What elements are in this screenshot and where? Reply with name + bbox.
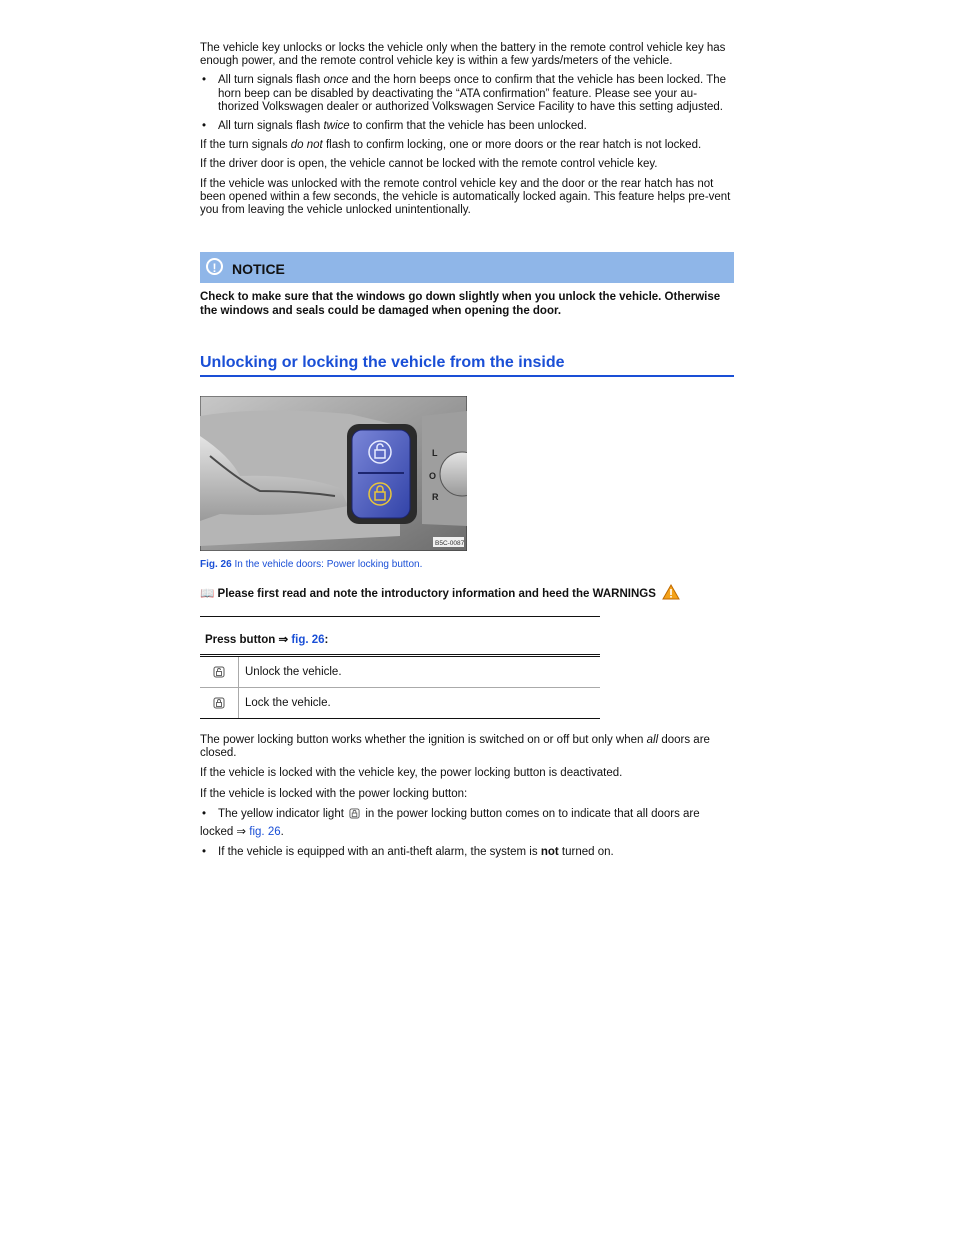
bullet-dot: • [202,846,207,859]
table-header: Press button ⇒ fig. 26: [200,617,600,657]
figure-code: B5C-0087 [435,540,465,547]
bullet-unlocked: • All turn signals flash twice to confirm that the vehicle has been unlocked. [202,120,587,133]
svg-text:O: O [429,471,437,481]
svg-text:R: R [432,492,439,502]
fig-link[interactable]: fig. 26 [249,826,281,839]
lock-icon [200,688,239,718]
bullet-anti-theft: • If the vehicle is equipped with an anti-theft alarm, the system is not turned on. [202,846,614,859]
notice-banner [200,252,734,283]
bullet-locked: • All turn signals flash once and the horn beeps once to confirm that the vehicle has been locked. The horn beep can be disabled by deactivating the “ATA confirmation” feature. Please see your au-thorized Volkswagen dealer or authorized Volkswagen Service Facility to have this setting adjusted. [202,74,727,113]
press-button-table [200,616,600,719]
bullet-dot: • [202,807,207,820]
power-locking-button-figure [200,396,467,551]
para-locked-with-button: If the vehicle is locked with the power locking button: [200,787,468,800]
book-icon: 📖 [200,588,215,600]
para-auto-lock: If the vehicle was unlocked with the remote control vehicle key and the door or the rear hatch has not been opened within a few seconds, the vehicle is automatically locked again. This feature helps pre-vent you from leaving the vehicle unlocked unintentionally. [200,177,731,217]
bullet-indicator-light: • The yellow indicator light in the power locking button comes on to indicate that all doors are [202,807,700,820]
lower-text-block [200,734,736,865]
notice-title: NOTICE [232,261,285,277]
para-driver-door: If the driver door is open, the vehicle cannot be locked with the remote control vehicle key. [200,158,658,171]
intro-paragraph: The vehicle key unlocks or locks the vehicle only when the battery in the remote control vehicle key has enough power, and the remote control vehicle key is within a few yards/meters of the vehicle. [200,42,726,68]
figure-caption: Fig. 26 In the vehicle doors: Power locking button. [200,559,423,570]
section-heading: Unlocking or locking the vehicle from the inside [200,354,734,377]
intro-text-block [200,42,736,223]
para-not-flash: If the turn signals do not flash to confirm locking, one or more doors or the rear hatch is not locked. [200,139,702,152]
svg-text:L: L [432,448,438,458]
table-row [200,657,600,688]
bullet-continuation: locked ⇒ fig. 26. [200,826,284,839]
table-cell: Lock the vehicle. [245,697,331,709]
table-cell: Unlock the vehicle. [245,666,342,678]
notice-text: Check to make sure that the windows go down slightly when you unlock the vehicle. Otherwise the windows and seals could be damaged when opening the door. [200,291,721,317]
intro-line: 📖 Please first read and note the introductory information and heed the WARNINGS [200,584,680,600]
fig-link[interactable]: fig. 26 [291,634,325,646]
para-deactivated: If the vehicle is locked with the vehicle key, the power locking button is deactivated. [200,767,623,780]
unlock-icon [200,657,239,687]
bullet-dot: • [202,120,207,133]
para-power-button: The power locking button works whether the ignition is switched on or off but only when all doors are closed. [200,734,710,760]
exclamation-icon: ! [206,258,223,275]
warning-triangle-icon [662,584,680,600]
table-row [200,688,600,719]
bullet-dot: • [202,74,207,87]
lock-icon [349,808,360,819]
